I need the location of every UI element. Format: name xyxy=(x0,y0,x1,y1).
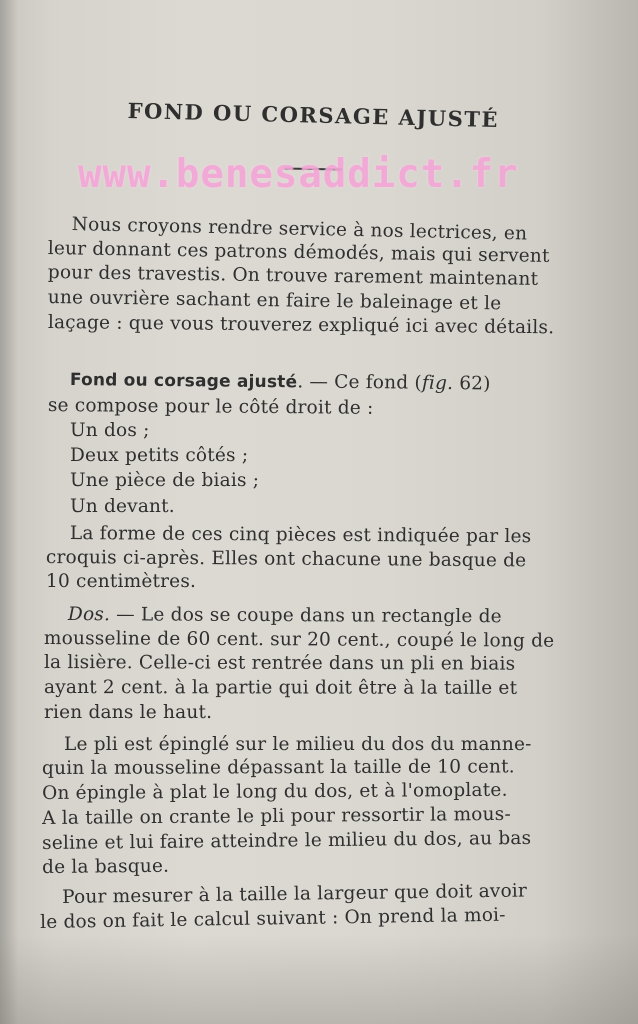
piece-item: Deux petits côtés ; xyxy=(70,445,249,466)
piece-item: Un dos ; xyxy=(70,420,150,441)
section-line: se compose pour le côté droit de : xyxy=(47,395,374,419)
dos-first-line-rest: — Le dos se coupe dans un rectangle de xyxy=(110,604,502,628)
section-heading-line xyxy=(70,369,491,394)
dos-para2-line: seline et lui faire atteindre le milieu du dos, au bas xyxy=(42,827,532,854)
form-line: croquis ci-après. Elles ont chacune une basque de xyxy=(45,547,527,572)
dos-para3-line: Pour mesurer à la taille la largeur que doit avoir xyxy=(62,880,528,908)
watermark: www.benesaddict.fr xyxy=(78,152,519,197)
dos-line: mousseline de 60 cent. sur 20 cent., coupé le long de xyxy=(43,628,555,652)
page-edge-shadow xyxy=(0,0,18,1024)
piece-item: Une pièce de biais ; xyxy=(70,470,260,491)
page-bottom-shadow xyxy=(0,934,638,1024)
section-heading-rest: . — Ce fond ( xyxy=(297,371,422,394)
intro-line: Nous croyons rendre service à nos lectrices, en xyxy=(71,214,528,245)
figure-reference: fig. xyxy=(421,372,454,395)
page-title: FOND OU CORSAGE AJUSTÉ xyxy=(127,98,500,133)
intro-line: laçage : que vous trouverez expliqué ici avec détails. xyxy=(47,312,555,339)
intro-line: une ouvrière sachant en faire le baleinage et le xyxy=(47,287,502,315)
dos-para2-line: quin la mousseline dépassant la taille de 10 cent. xyxy=(42,756,515,779)
dos-line: la lisière. Celle-ci est rentrée dans un pli en biais xyxy=(43,652,516,675)
intro-line: leur donnant ces patrons démodés, mais qui servent xyxy=(47,238,550,267)
dos-para2-line: Le pli est épinglé sur le milieu du dos du manne- xyxy=(64,734,532,755)
section-heading-rest-2: 62) xyxy=(453,373,491,395)
intro-line: pour des travestis. On trouve rarement maintenant xyxy=(47,262,539,290)
dos-para3-line: le dos on fait le calcul suivant : On prend la moi- xyxy=(40,904,506,933)
dos-label: Dos. xyxy=(67,604,111,626)
form-line: La forme de ces cinq pièces est indiquée par les xyxy=(69,523,532,548)
dos-para2-line: de la basque. xyxy=(42,855,170,878)
dos-para2-line: A la taille on crante le pli pour ressortir la mous- xyxy=(42,803,511,829)
dos-first-line xyxy=(68,604,502,627)
piece-item: Un devant. xyxy=(70,496,175,517)
form-line: 10 centimètres. xyxy=(46,571,197,592)
dos-para2-line: On épingle à plat le long du dos, et à l'omoplate. xyxy=(42,779,508,804)
section-heading: Fond ou corsage ajusté xyxy=(69,369,298,393)
dos-line: rien dans le haut. xyxy=(44,702,213,723)
dos-line: ayant 2 cent. à la partie qui doit être à la taille et xyxy=(43,677,518,699)
